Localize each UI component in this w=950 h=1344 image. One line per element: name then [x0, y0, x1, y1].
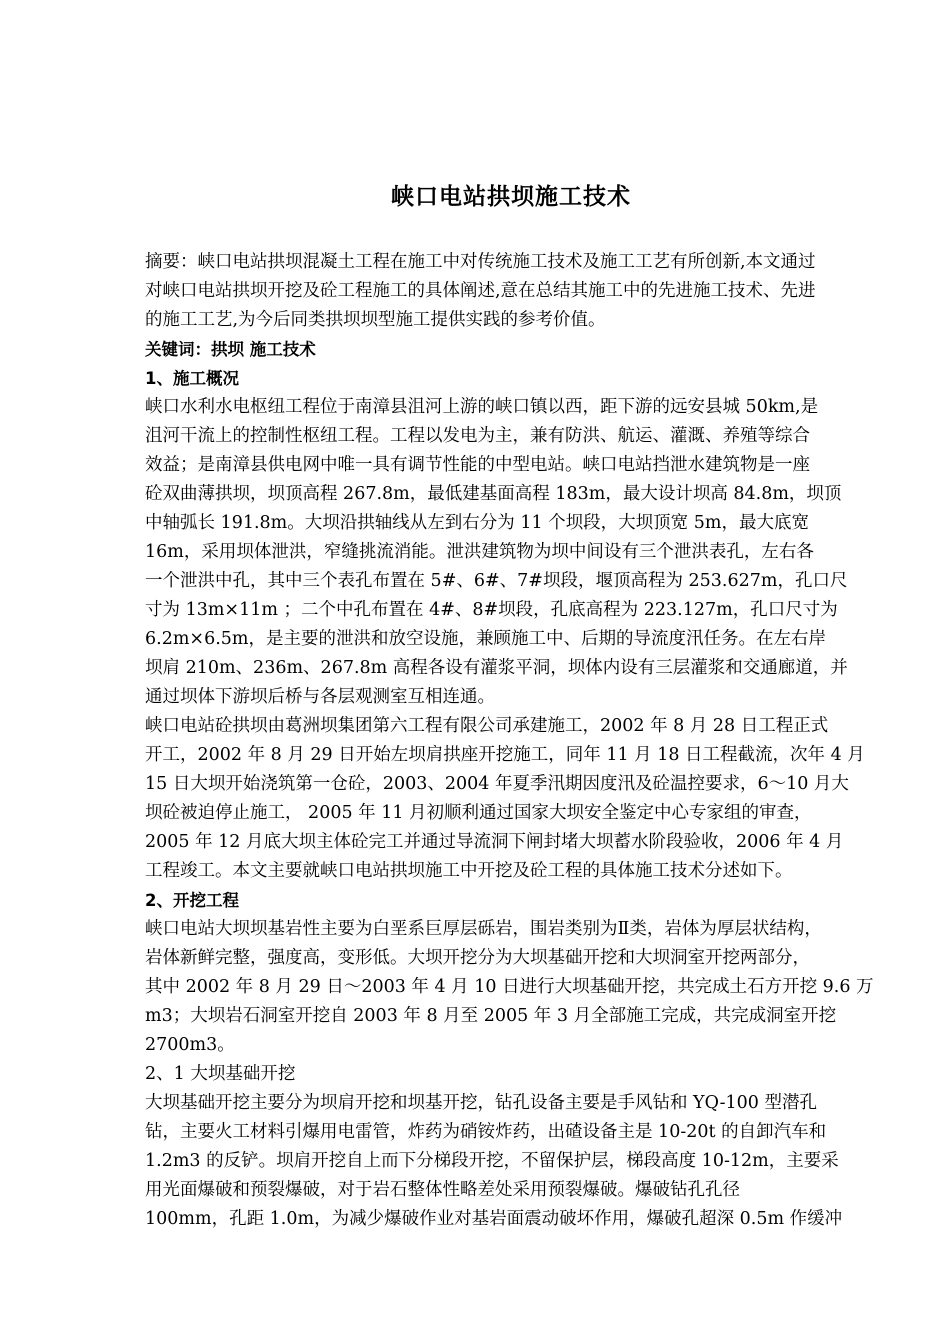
paragraph-line: 岩体新鲜完整，强度高，变形低。大坝开挖分为大坝基础开挖和大坝洞室开挖两部分， [145, 948, 810, 968]
paragraph-line: 钻，主要火工材料引爆用电雷管，炸药为硝铵炸药，出碴设备主是 10-20t 的自卸汽车和 [145, 1122, 827, 1142]
paragraph-line: 中轴弧长 191.8m。大坝沿拱轴线从左到右分为 11 个坝段，大坝顶宽 5m，最大底宽 [145, 513, 809, 533]
paragraph-line: 通过坝体下游坝后桥与各层观测室互相连通。 [145, 687, 495, 707]
paragraph-line: 峡口水利水电枢纽工程位于南漳县沮河上游的峡口镇以西，距下游的远安县城 50km,是 [145, 397, 819, 417]
paragraph-line: 一个泄洪中孔，其中三个表孔布置在 5#、6#、7#坝段，堰顶高程为 253.627m，孔口尺 [145, 571, 848, 591]
section-heading: 关键词：拱坝 施工技术 [145, 340, 316, 359]
paragraph-line: 开工，2002 年 8 月 29 日开始左坝肩拱座开挖施工，同年 11 月 18 日工程截流，次年 4 月 [145, 745, 865, 765]
paragraph-line: 坝肩 210m、236m、267.8m 高程各设有灌浆平洞，坝体内设有三层灌浆和交通廊道，并 [145, 658, 848, 678]
paragraph-line: 效益；是南漳县供电网中唯一具有调节性能的中型电站。峡口电站挡泄水建筑物是一座 [145, 455, 810, 475]
paragraph-line: 摘要：峡口电站拱坝混凝土工程在施工中对传统施工技术及施工工艺有所创新,本文通过 [145, 252, 816, 272]
document-body [145, 248, 877, 1234]
paragraph-line: 100mm，孔距 1.0m，为减少爆破作业对基岩面震动破坏作用，爆破孔超深 0.5m 作缓冲 [145, 1209, 843, 1229]
paragraph-line: 坝砼被迫停止施工， 2005 年 11 月初顺利通过国家大坝安全鉴定中心专家组的审查， [145, 803, 812, 823]
document-title: 峡口电站拱坝施工技术 [391, 184, 631, 210]
paragraph-line: 沮河干流上的控制性枢纽工程。工程以发电为主，兼有防洪、航运、灌溉、养殖等综合 [145, 426, 810, 446]
paragraph-line: 16m，采用坝体泄洪，窄缝挑流消能。泄洪建筑物为坝中间设有三个泄洪表孔，左右各 [145, 542, 814, 562]
paragraph-line: 用光面爆破和预裂爆破，对于岩石整体性略差处采用预裂爆破。爆破钻孔孔径 [145, 1180, 740, 1200]
paragraph-line: 大坝基础开挖主要分为坝肩开挖和坝基开挖，钻孔设备主要是手风钻和 YQ-100 型潜孔 [145, 1093, 817, 1113]
paragraph-line: 砼双曲薄拱坝，坝顶高程 267.8m，最低建基面高程 183m，最大设计坝高 84.8m，坝顶 [145, 484, 842, 504]
paragraph-line: 的施工工艺,为今后同类拱坝坝型施工提供实践的参考价值。 [145, 310, 606, 330]
paragraph-line: 2700m3。 [145, 1035, 235, 1055]
paragraph-line: 峡口电站大坝坝基岩性主要为白垩系巨厚层砾岩，围岩类别为Ⅱ类，岩体为厚层状结构， [145, 919, 822, 939]
section-heading: 1、施工概况 [145, 369, 239, 388]
paragraph-line: 其中 2002 年 8 月 29 日～2003 年 4 月 10 日进行大坝基础开挖，共完成土石方开挖 9.6 万 [145, 977, 874, 997]
paragraph-line: 2、1 大坝基础开挖 [145, 1064, 296, 1084]
paragraph-line: 1.2m3 的反铲。坝肩开挖自上而下分梯段开挖，不留保护层，梯段高度 10-12m，主要采 [145, 1151, 839, 1171]
paragraph-line: 峡口电站砼拱坝由葛洲坝集团第六工程有限公司承建施工，2002 年 8 月 28 日工程正式 [145, 716, 829, 736]
paragraph-line: 对峡口电站拱坝开挖及砼工程施工的具体阐述,意在总结其施工中的先进施工技术、先进 [145, 281, 816, 301]
section-heading: 2、开挖工程 [145, 891, 239, 910]
paragraph-line: 2005 年 12 月底大坝主体砼完工并通过导流洞下闸封堵大坝蓄水阶段验收，2006 年 4 月 [145, 832, 844, 852]
paragraph-line: m3；大坝岩石洞室开挖自 2003 年 8 月至 2005 年 3 月全部施工完成，共完成洞室开挖 [145, 1006, 837, 1026]
paragraph-line: 寸为 13m×11m ；二个中孔布置在 4#、8#坝段，孔底高程为 223.127m，孔口尺寸为 [145, 600, 838, 620]
paragraph-line: 工程竣工。本文主要就峡口电站拱坝施工中开挖及砼工程的具体施工技术分述如下。 [145, 861, 793, 881]
paragraph-line: 6.2m×6.5m，是主要的泄洪和放空设施，兼顾施工中、后期的导流度汛任务。在左右岸 [145, 629, 827, 649]
paragraph-line: 15 日大坝开始浇筑第一仓砼，2003、2004 年夏季汛期因度汛及砼温控要求，6～10 月大 [145, 774, 849, 794]
